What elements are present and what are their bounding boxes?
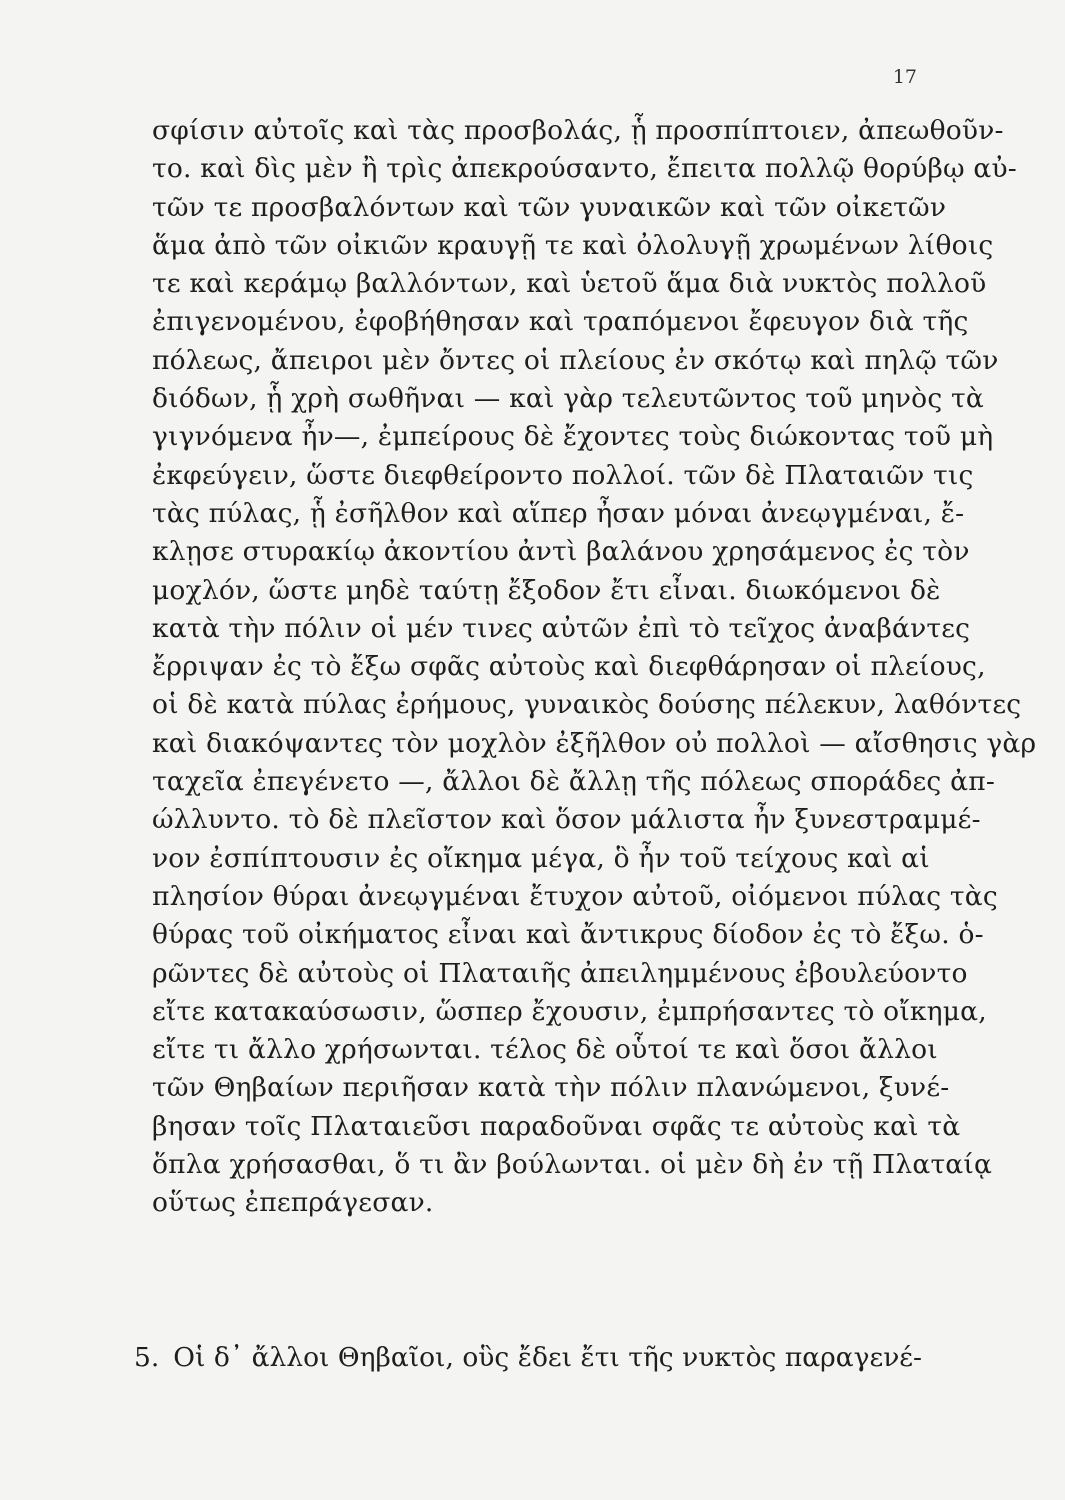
- text-line: γιγνόμενα ἦν—, ἐμπείρους δὲ ἔχοντες τοὺς διώκοντας τοῦ μὴ: [152, 421, 994, 453]
- text-line: εἴτε κατακαύσωσιν, ὥσπερ ἔχουσιν, ἐμπρήσαντες τὸ οἴκημα,: [152, 995, 987, 1027]
- text-line: κατὰ τὴν πόλιν οἱ μέν τινες αὐτῶν ἐπὶ τὸ τεῖχος ἀναβάντες: [152, 612, 971, 644]
- section-number: 5.: [134, 1342, 160, 1373]
- text-line: τῶν Θηβαίων περιῆσαν κατὰ τὴν πόλιν πλανώμενοι, ξυνέ-: [152, 1072, 950, 1104]
- text-line: τῶν τε προσβαλόντων καὶ τῶν γυναικῶν καὶ τῶν οἰκετῶν: [152, 191, 947, 223]
- text-line: θύρας τοῦ οἰκήματος εἶναι καὶ ἄντικρυς δίοδον ἐς τὸ ἔξω. ὁ-: [152, 919, 984, 951]
- text-line: ἐπιγενομένου, ἐφοβήθησαν καὶ τραπόμενοι ἔφευγον διὰ τῆς: [152, 306, 969, 338]
- text-line: ἔρριψαν ἐς τὸ ἔξω σφᾶς αὐτοὺς καὶ διεφθάρησαν οἱ πλείους,: [152, 651, 986, 683]
- text-line: πλησίον θύραι ἀνεῳγμέναι ἔτυχον αὐτοῦ, οἰόμενοι πύλας τὰς: [152, 880, 998, 912]
- text-line: διόδων, ᾗ χρὴ σωθῆναι — καὶ γὰρ τελευτῶντος τοῦ μηνὸς τὰ: [152, 383, 984, 415]
- text-line: ταχεῖα ἐπεγένετο —, ἄλλοι δὲ ἄλλῃ τῆς πόλεως σποράδες ἀπ-: [152, 766, 995, 798]
- text-line: νον ἐσπίπτουσιν ἐς οἴκημα μέγα, ὃ ἦν τοῦ τείχους καὶ αἱ: [152, 842, 930, 874]
- page-number: 17: [892, 66, 917, 88]
- text-line: ώλλυντο. τὸ δὲ πλεῖστον καὶ ὅσον μάλιστα ἦν ξυνεστραμμέ-: [152, 804, 981, 836]
- text-line: τε καὶ κεράμῳ βαλλόντων, καὶ ὑετοῦ ἅμα διὰ νυκτὸς πολλοῦ: [152, 268, 987, 300]
- text-line: το. καὶ δὶς μὲν ἢ τρὶς ἀπεκρούσαντο, ἔπειτα πολλῷ θορύβῳ αὐ-: [152, 153, 1017, 185]
- text-line: ρῶντες δὲ αὐτοὺς οἱ Πλαταιῆς ἀπειλημμένους ἐβουλεύοντο: [152, 957, 968, 989]
- text-line: μοχλόν, ὥστε μηδὲ ταύτῃ ἔξοδον ἔτι εἶναι. διωκόμενοι δὲ: [152, 574, 941, 606]
- section-text: Οἱ δ᾽ ἄλλοι Θηβαῖοι, οὓς ἔδει ἔτι τῆς νυκτὸς παραγενέ-: [173, 1342, 922, 1373]
- text-line: εἴτε τι ἄλλο χρήσωνται. τέλος δὲ οὗτοί τε καὶ ὅσοι ἄλλοι: [152, 1034, 938, 1066]
- text-line: πόλεως, ἄπειροι μὲν ὄντες οἱ πλείους ἐν σκότῳ καὶ πηλῷ τῶν: [152, 344, 999, 376]
- text-line: ὅπλα χρήσασθαι, ὅ τι ἂν βούλωνται. οἱ μὲν δὴ ἐν τῇ Πλαταίᾳ: [152, 1149, 993, 1181]
- text-line: σφίσιν αὐτοῖς καὶ τὰς προσβολάς, ᾗ προσπίπτοιεν, ἀπεωθοῦν-: [152, 115, 1004, 146]
- section-start: [134, 1339, 922, 1377]
- text-line: κλῃσε στυρακίῳ ἀκοντίου ἀντὶ βαλάνου χρησάμενος ἐς τὸν: [152, 536, 970, 568]
- text-line: ἅμα ἀπὸ τῶν οἰκιῶν κραυγῇ τε καὶ ὀλολυγῇ χρωμένων λίθοις: [152, 229, 994, 261]
- main-paragraph: [152, 112, 1037, 1223]
- text-line: οἱ δὲ κατὰ πύλας ἐρήμους, γυναικὸς δούσης πέλεκυν, λαθόντες: [152, 689, 1022, 721]
- text-line: οὕτως ἐπεπράγεσαν.: [152, 1187, 434, 1219]
- text-line: βησαν τοῖς Πλαταιεῦσι παραδοῦναι σφᾶς τε αὐτοὺς καὶ τὰ: [152, 1110, 961, 1142]
- text-line: τὰς πύλας, ᾗ ἐσῆλθον καὶ αἵπερ ἦσαν μόναι ἀνεῳγμέναι, ἔ-: [152, 497, 965, 529]
- text-line: καὶ διακόψαντες τὸν μοχλὸν ἐξῆλθον οὐ πολλοὶ — αἴσθησις γὰρ: [152, 727, 1037, 759]
- text-line: ἐκφεύγειν, ὥστε διεφθείροντο πολλοί. τῶν δὲ Πλαταιῶν τις: [152, 459, 974, 491]
